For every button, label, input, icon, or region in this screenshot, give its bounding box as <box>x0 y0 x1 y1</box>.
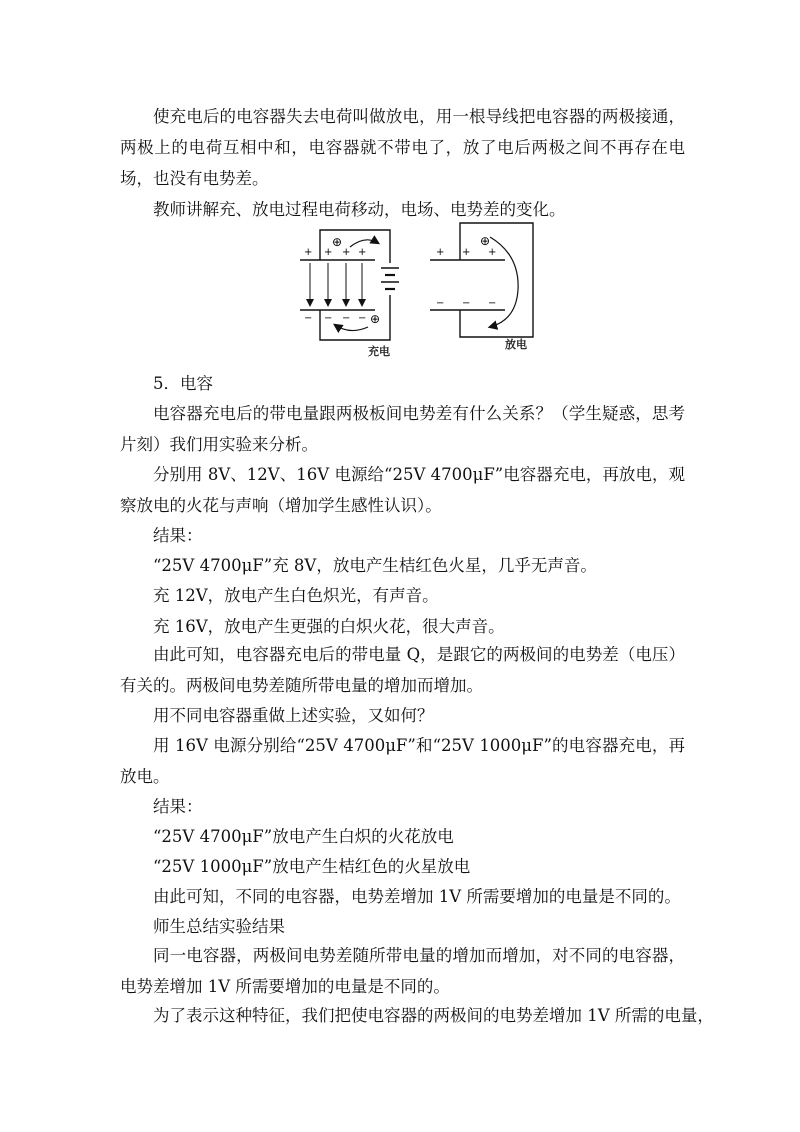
paragraph-different-capacitor: 用不同电容器重做上述实验，又如何？ <box>153 706 434 725</box>
paragraph-results-label: 结果： <box>153 526 203 545</box>
section-heading-capacitance: 5．电容 <box>153 374 213 393</box>
paragraph-summary-heading: 师生总结实验结果 <box>153 917 285 936</box>
positive-charge-icon: ⊕ <box>370 312 381 326</box>
paragraph-question: 电容器充电后的带电量跟两极板间电势差有什么关系？（学生疑惑，思考片刻）我们用实验来分析。 <box>120 404 685 454</box>
paragraph-experiment-setup: 分别用 8V、12V、16V 电源给“25V 4700μF”电容器充电，再放电，观察放电的火花与声响（增加学生感性认识）。 <box>120 465 685 515</box>
discharging-diagram <box>430 223 533 337</box>
plus-sign: + <box>436 247 445 258</box>
paragraph-result-4700: “25V 4700μF”放电产生白炽的火花放电 <box>153 827 454 846</box>
charge-caption: 充电 <box>368 345 390 358</box>
paragraph-summary: 同一电容器，两极间电势差随所带电量的增加而增加，对不同的电容器，电势差增加 1V 所需要增加的电量是不同的。 <box>120 946 685 996</box>
plus-sign: + <box>304 247 313 258</box>
minus-sign: − <box>342 313 351 324</box>
paragraph-results-label-2: 结果： <box>153 797 203 816</box>
positive-charge-icon: ⊕ <box>480 234 491 248</box>
discharging-wire <box>460 223 533 337</box>
positive-charge-icon: ⊕ <box>332 235 343 249</box>
plus-sign: + <box>462 247 471 258</box>
charging-diagram <box>300 230 399 340</box>
discharge-caption: 放电 <box>505 338 527 351</box>
minus-sign: − <box>436 298 445 309</box>
minus-sign: − <box>358 313 367 324</box>
minus-sign: − <box>488 298 497 309</box>
minus-sign: − <box>324 313 333 324</box>
plus-sign: + <box>342 247 351 258</box>
plus-sign: + <box>488 247 497 258</box>
paragraph-result-1000: “25V 1000μF”放电产生桔红色的火星放电 <box>153 857 471 876</box>
paragraph-conclusion-2: 由此可知，不同的电容器，电势差增加 1V 所需要增加的电量是不同的。 <box>153 887 681 906</box>
paragraph-conclusion-1: 由此可知，电容器充电后的带电量 Q，是跟它的两极间的电势差（电压）有关的。两极间电势差随所带电量的增加而增加。 <box>120 645 685 695</box>
minus-sign: − <box>462 298 471 309</box>
paragraph-result-12v: 充 12V，放电产生白色炽光，有声音。 <box>153 586 439 605</box>
plus-sign: + <box>358 247 367 258</box>
paragraph-capacitance-intro: 为了表示这种特征，我们把使电容器的两极间的电势差增加 1V 所需的电量， <box>153 1006 714 1025</box>
minus-sign: − <box>304 313 313 324</box>
capacitor-figure <box>290 215 550 360</box>
charge-flow-arrow <box>335 325 368 331</box>
paragraph-result-8v: “25V 4700μF”充 8V，放电产生桔红色火星，几乎无声音。 <box>153 556 597 575</box>
charge-flow-arrow <box>350 240 378 247</box>
plus-sign: + <box>324 247 333 258</box>
paragraph-teacher-explains: 教师讲解充、放电过程电荷移动，电场、电势差的变化。 <box>153 200 566 219</box>
paragraph-result-16v: 充 16V，放电产生更强的白炽火花，很大声音。 <box>153 617 505 636</box>
paragraph-experiment-2: 用 16V 电源分别给“25V 4700μF”和“25V 1000μF”的电容器充电，再放电。 <box>120 736 685 786</box>
paragraph-discharge-definition: 使充电后的电容器失去电荷叫做放电，用一根导线把电容器的两极接通，两极上的电荷互相中和，电容器就不带电了，放了电后两极之间不再存在电场，也没有电势差。 <box>120 107 685 188</box>
